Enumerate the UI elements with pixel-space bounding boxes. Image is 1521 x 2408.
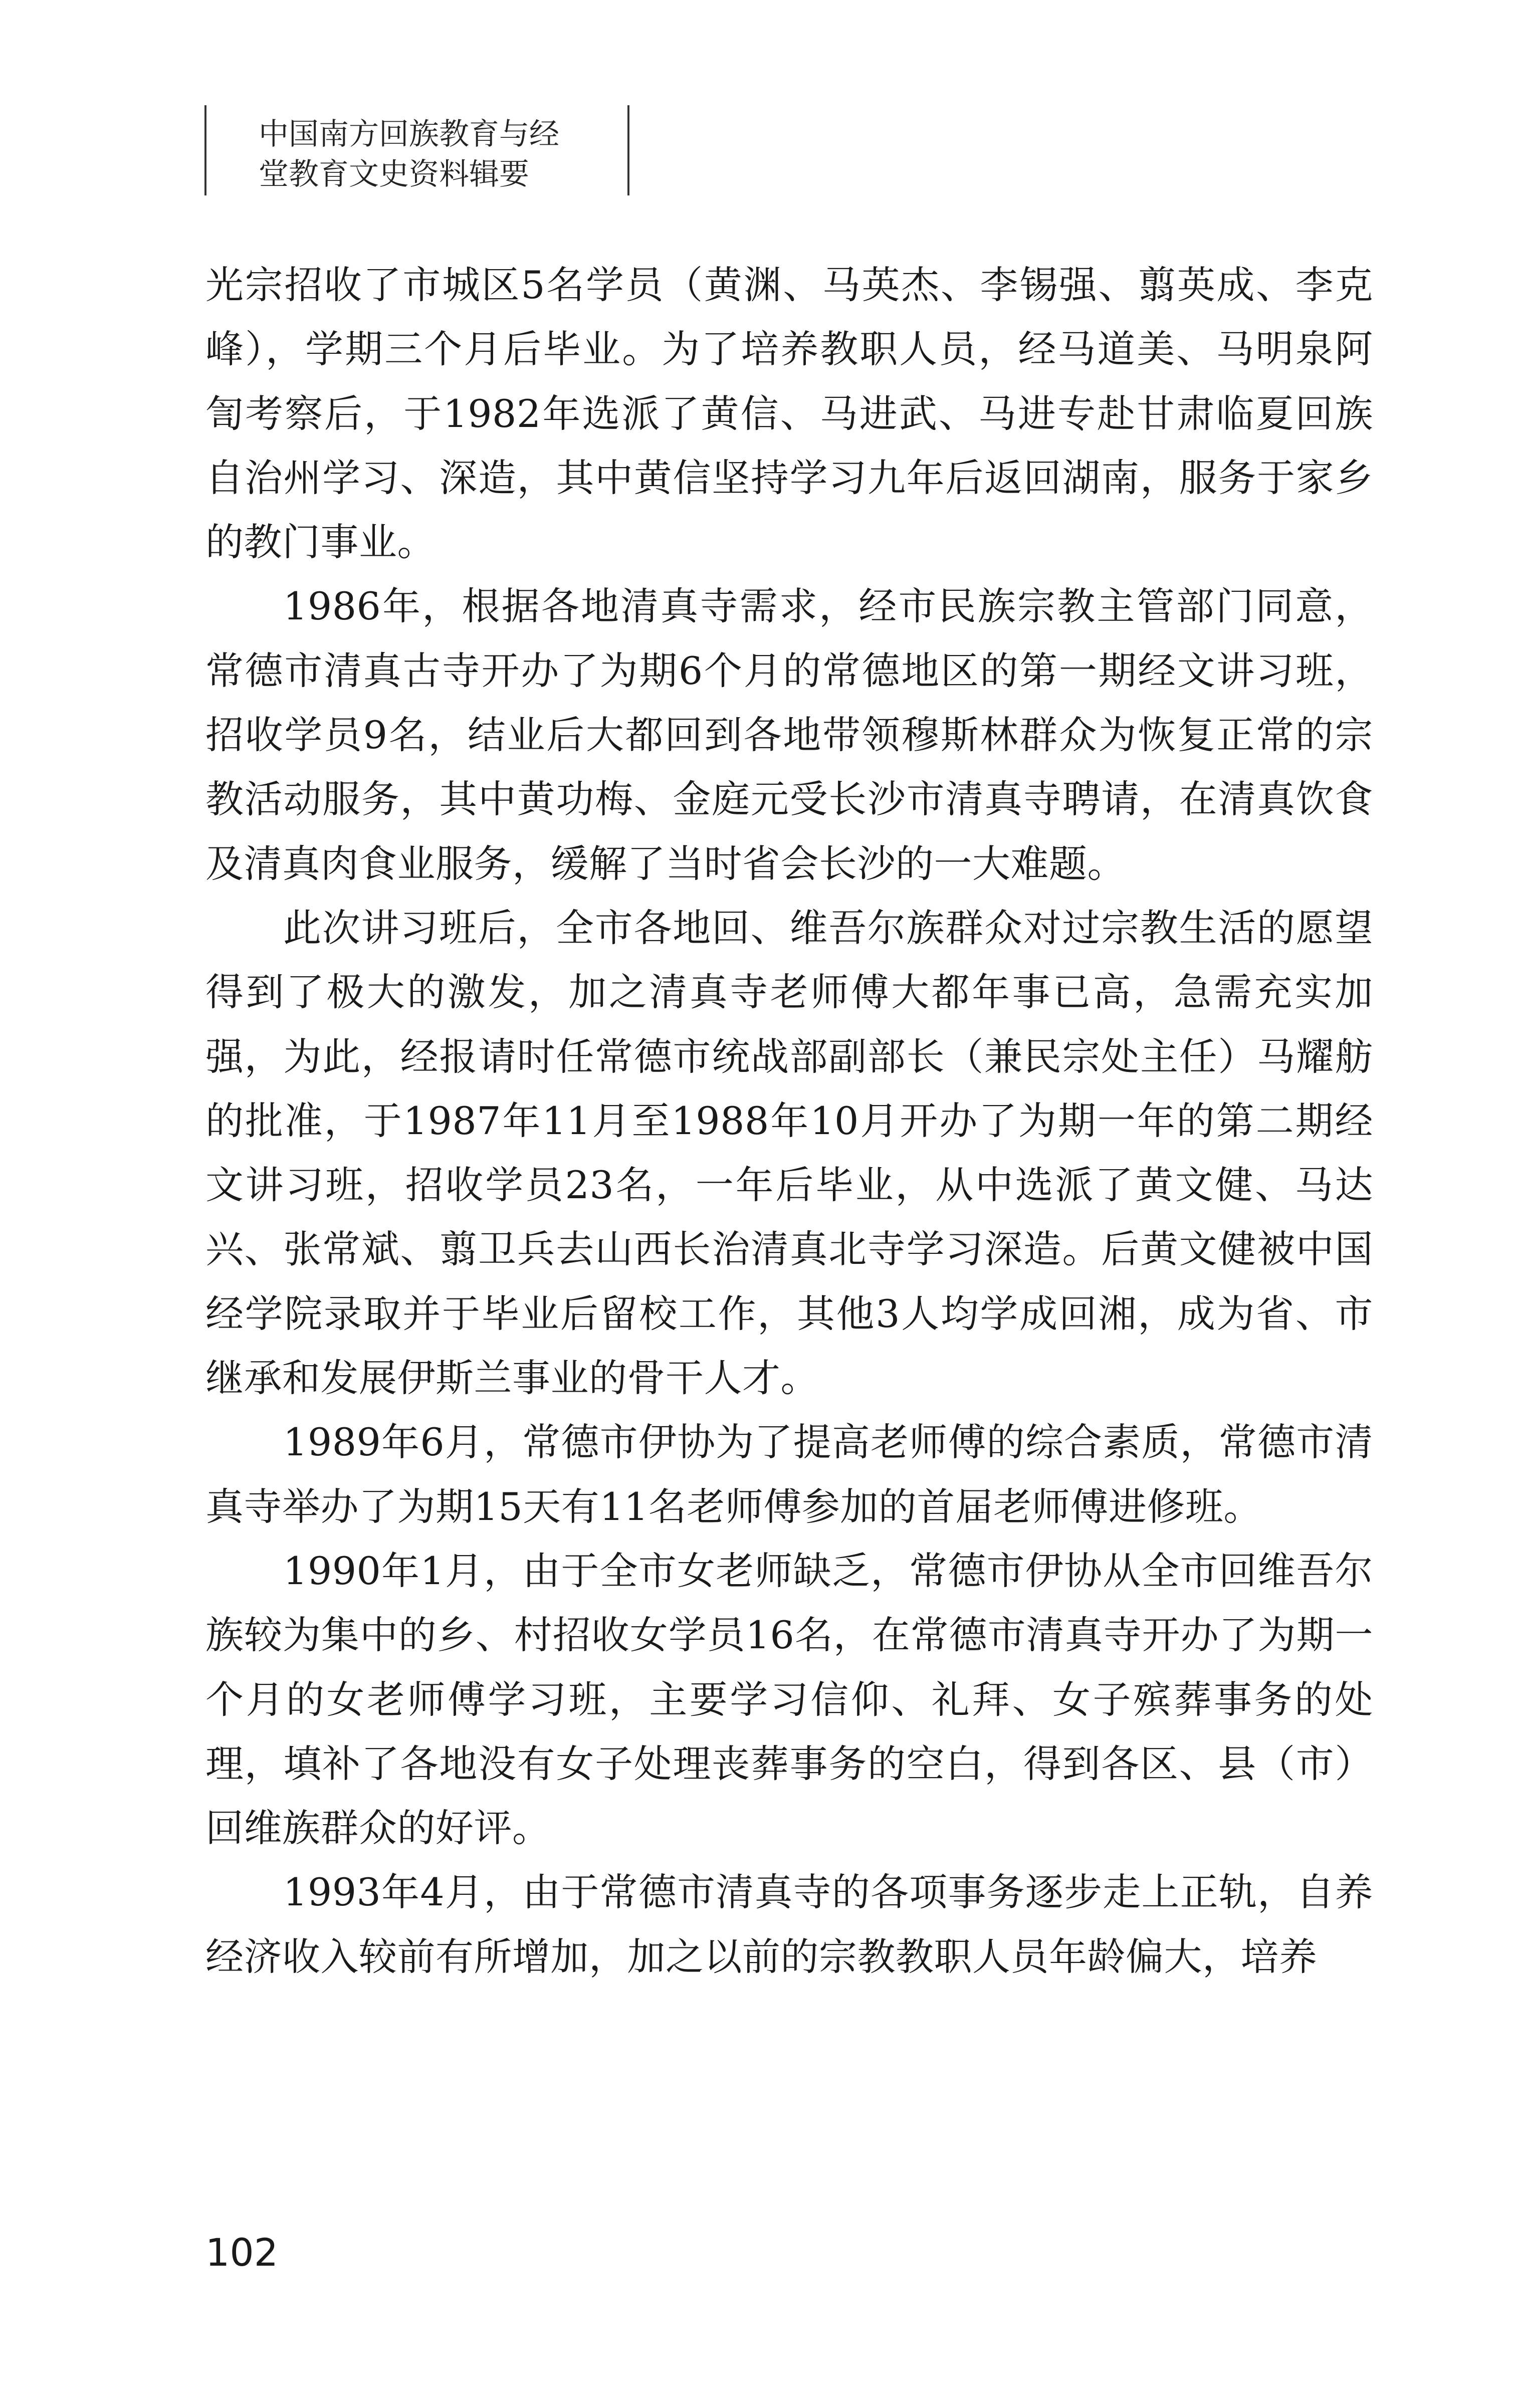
book-title-line-1: 中国南方回族教育与经 [259, 117, 559, 152]
paragraph: 1989年6月，常德市伊协为了提高老师傅的综合素质，常德市清真寺举办了为期15天有11名老师傅参加的首届老师傅进修班。 [205, 1420, 1373, 1529]
header-left-rule [204, 105, 206, 195]
book-title-line-2: 堂教育文史资料辑要 [259, 157, 529, 192]
paragraph: 1986年，根据各地清真寺需求，经市民族宗教主管部门同意，常德市清真古寺开办了为期6个月的常德地区的第一期经文讲习班，招收学员9名，结业后大都回到各地带领穆斯林群众为恢复正常的宗教活动服务，其中黄功梅、金庭元受长沙市清真寺聘请，在清真饮食及清真肉食业服务，缓解了当时省会长沙的一大难题。 [205, 584, 1373, 886]
header-right-rule [627, 105, 629, 195]
running-header [204, 105, 629, 195]
book-title [259, 114, 619, 194]
page-number: 102 [205, 2230, 279, 2275]
body-text [205, 253, 1373, 1989]
paragraph: 此次讲习班后，全市各地回、维吾尔族群众对过宗教生活的愿望得到了极大的激发，加之清真寺老师傅大都年事已高，急需充实加强，为此，经报请时任常德市统战部副部长（兼民宗处主任）马耀舫的批准，于1987年11月至1988年10月开办了为期一年的第二期经文讲习班，招收学员23名，一年后毕业，从中选派了黄文健、马达兴、张常斌、翦卫兵去山西长治清真北寺学习深造。后黄文健被中国经学院录取并于毕业后留校工作，其他3人均学成回湘，成为省、市继承和发展伊斯兰事业的骨干人才。 [205, 905, 1373, 1401]
paragraph-continued: 光宗招收了市城区5名学员（黄渊、马英杰、李锡强、翦英成、李克峰），学期三个月后毕业。为了培养教职人员，经马道美、马明泉阿訇考察后，于1982年选派了黄信、马进武、马进专赴甘肃临夏回族自治州学习、深造，其中黄信坚持学习九年后返回湖南，服务于家乡的教门事业。 [205, 263, 1373, 565]
paragraph: 1990年1月，由于全市女老师缺乏，常德市伊协从全市回维吾尔族较为集中的乡、村招收女学员16名，在常德市清真寺开办了为期一个月的女老师傅学习班，主要学习信仰、礼拜、女子殡葬事务的处理，填补了各地没有女子处理丧葬事务的空白，得到各区、县（市）回维族群众的好评。 [205, 1548, 1373, 1851]
paragraph: 1993年4月，由于常德市清真寺的各项事务逐步走上正轨，自养经济收入较前有所增加，加之以前的宗教教职人员年龄偏大，培养 [205, 1870, 1373, 1979]
